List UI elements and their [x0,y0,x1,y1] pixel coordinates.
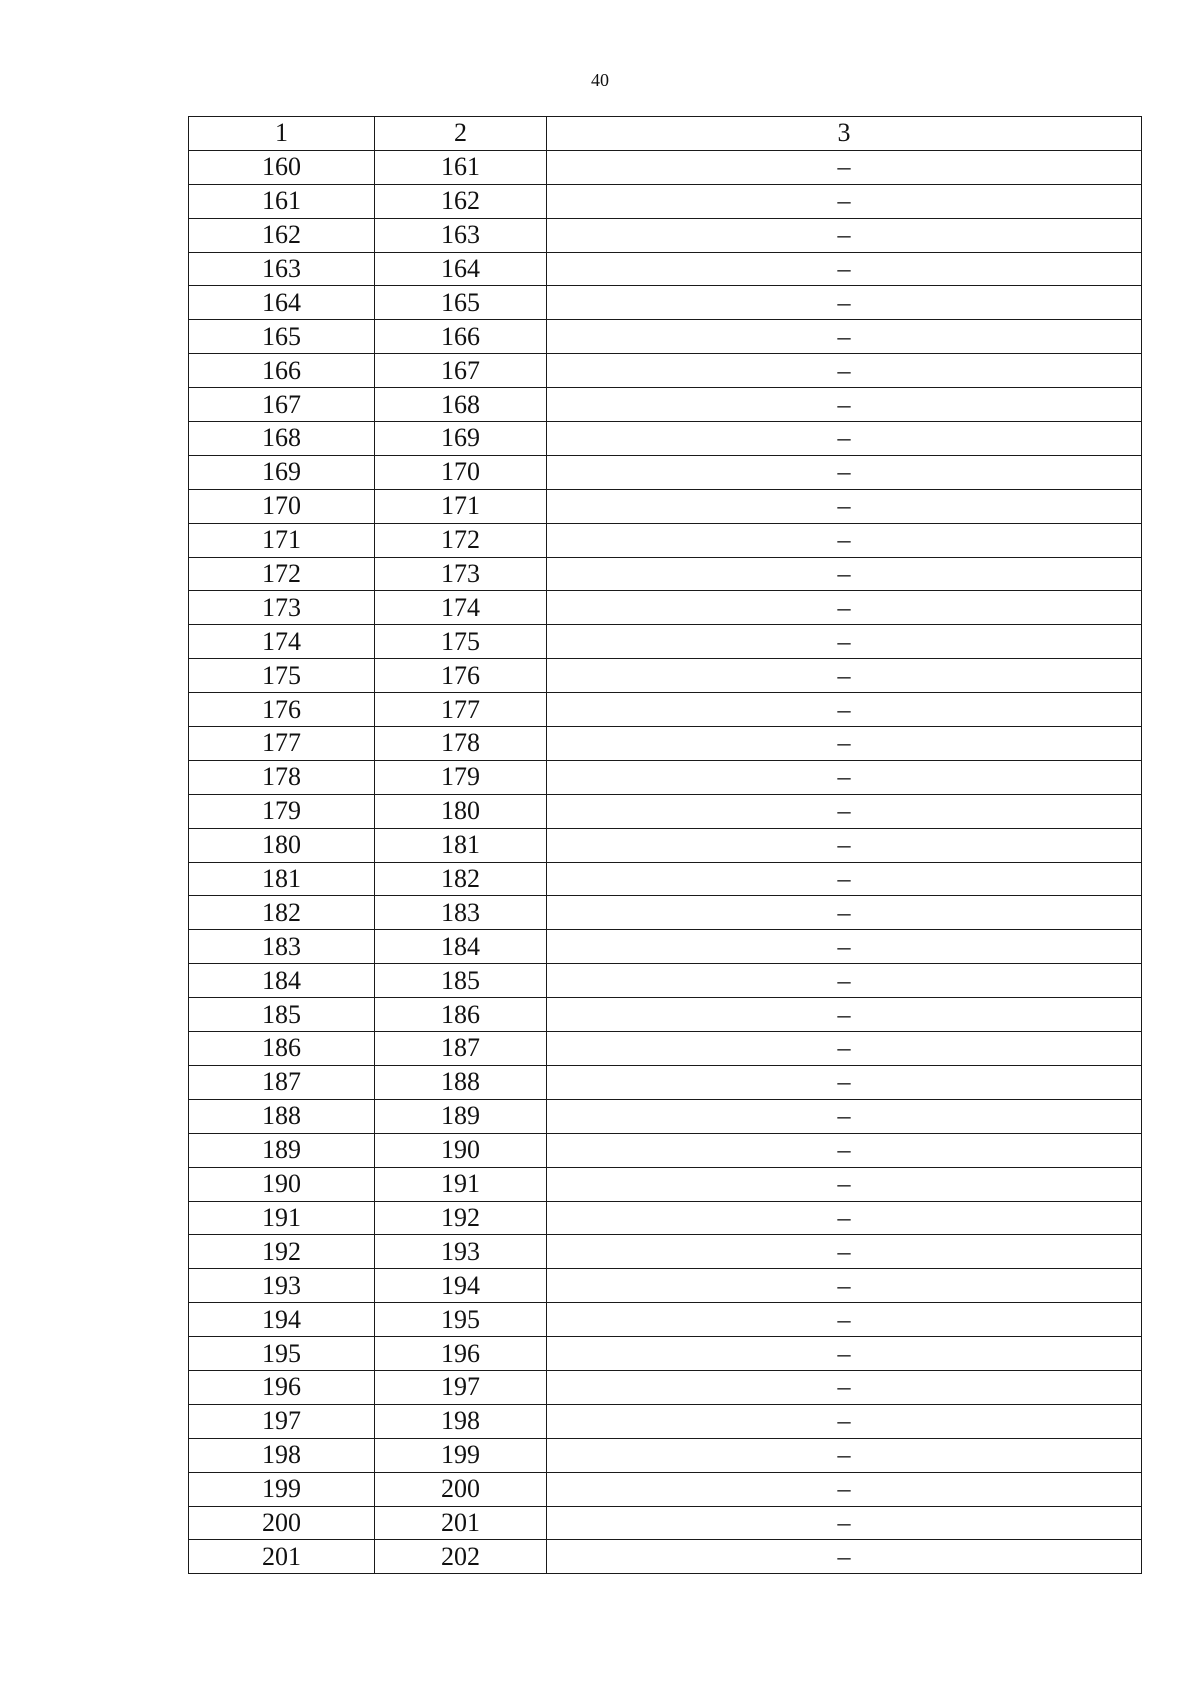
cell-col1: 178 [189,760,375,794]
cell-col2: 164 [375,252,547,286]
cell-col3: – [547,1303,1142,1337]
cell-col3: – [547,998,1142,1032]
cell-col2: 182 [375,862,547,896]
column-header-3: 3 [547,117,1142,151]
cell-col1: 176 [189,693,375,727]
table-row [189,1235,1142,1269]
cell-col1: 182 [189,896,375,930]
cell-col3: – [547,388,1142,422]
cell-col1: 163 [189,252,375,286]
table-row [189,523,1142,557]
cell-col1: 196 [189,1370,375,1404]
table-header [189,117,1142,151]
cell-col2: 162 [375,184,547,218]
cell-col3: – [547,1032,1142,1066]
table-row [189,693,1142,727]
cell-col1: 201 [189,1540,375,1574]
cell-col1: 170 [189,489,375,523]
table-row [189,1370,1142,1404]
cell-col1: 181 [189,862,375,896]
cell-col1: 172 [189,557,375,591]
table-row [189,760,1142,794]
cell-col2: 163 [375,218,547,252]
cell-col3: – [547,1472,1142,1506]
cell-col3: – [547,930,1142,964]
table-row [189,964,1142,998]
table-row [189,930,1142,964]
cell-col3: – [547,1540,1142,1574]
cell-col2: 188 [375,1065,547,1099]
cell-col2: 170 [375,455,547,489]
cell-col2: 190 [375,1133,547,1167]
cell-col3: – [547,1133,1142,1167]
cell-col3: – [547,1167,1142,1201]
cell-col1: 168 [189,422,375,456]
cell-col3: – [547,455,1142,489]
table-row [189,1201,1142,1235]
cell-col2: 172 [375,523,547,557]
table-row [189,1506,1142,1540]
cell-col3: – [547,1099,1142,1133]
cell-col2: 168 [375,388,547,422]
cell-col2: 192 [375,1201,547,1235]
cell-col1: 177 [189,727,375,761]
cell-col2: 189 [375,1099,547,1133]
cell-col3: – [547,794,1142,828]
cell-col1: 173 [189,591,375,625]
cell-col2: 161 [375,150,547,184]
table-row [189,557,1142,591]
cell-col2: 171 [375,489,547,523]
cell-col2: 194 [375,1269,547,1303]
data-table-container [188,116,1142,1574]
table-row [189,625,1142,659]
cell-col1: 165 [189,320,375,354]
cell-col1: 188 [189,1099,375,1133]
table-row [189,455,1142,489]
cell-col3: – [547,964,1142,998]
cell-col3: – [547,489,1142,523]
cell-col3: – [547,1065,1142,1099]
cell-col2: 202 [375,1540,547,1574]
cell-col1: 160 [189,150,375,184]
cell-col2: 191 [375,1167,547,1201]
table-row [189,489,1142,523]
cell-col1: 187 [189,1065,375,1099]
cell-col2: 193 [375,1235,547,1269]
header-row [189,117,1142,151]
cell-col1: 161 [189,184,375,218]
column-header-1: 1 [189,117,375,151]
cell-col1: 191 [189,1201,375,1235]
cell-col1: 194 [189,1303,375,1337]
cell-col3: – [547,896,1142,930]
cell-col1: 186 [189,1032,375,1066]
table-row [189,1099,1142,1133]
cell-col2: 169 [375,422,547,456]
cell-col3: – [547,760,1142,794]
cell-col3: – [547,1337,1142,1371]
cell-col1: 198 [189,1438,375,1472]
cell-col1: 193 [189,1269,375,1303]
cell-col1: 180 [189,828,375,862]
cell-col3: – [547,828,1142,862]
cell-col1: 171 [189,523,375,557]
table-row [189,998,1142,1032]
cell-col2: 185 [375,964,547,998]
cell-col3: – [547,625,1142,659]
cell-col3: – [547,184,1142,218]
cell-col1: 179 [189,794,375,828]
table-row [189,1404,1142,1438]
table-row [189,659,1142,693]
cell-col1: 183 [189,930,375,964]
cell-col1: 167 [189,388,375,422]
cell-col3: – [547,1438,1142,1472]
table-row [189,1065,1142,1099]
cell-col2: 165 [375,286,547,320]
cell-col3: – [547,218,1142,252]
cell-col2: 197 [375,1370,547,1404]
table-row [189,1032,1142,1066]
cell-col3: – [547,1269,1142,1303]
cell-col3: – [547,591,1142,625]
table-row [189,184,1142,218]
cell-col3: – [547,727,1142,761]
cell-col3: – [547,1370,1142,1404]
table-row [189,1472,1142,1506]
page-number: 40 [591,70,609,90]
cell-col1: 164 [189,286,375,320]
table-row [189,862,1142,896]
cell-col1: 189 [189,1133,375,1167]
cell-col1: 199 [189,1472,375,1506]
cell-col3: – [547,150,1142,184]
cell-col3: – [547,523,1142,557]
cell-col2: 201 [375,1506,547,1540]
table-row [189,1269,1142,1303]
table-row [189,354,1142,388]
cell-col3: – [547,286,1142,320]
data-table [188,116,1142,1574]
cell-col1: 190 [189,1167,375,1201]
cell-col2: 200 [375,1472,547,1506]
cell-col1: 184 [189,964,375,998]
table-body [189,150,1142,1573]
column-header-2: 2 [375,117,547,151]
cell-col3: – [547,354,1142,388]
cell-col2: 199 [375,1438,547,1472]
table-row [189,388,1142,422]
table-row [189,320,1142,354]
cell-col1: 169 [189,455,375,489]
cell-col3: – [547,422,1142,456]
cell-col1: 195 [189,1337,375,1371]
cell-col3: – [547,1235,1142,1269]
cell-col2: 187 [375,1032,547,1066]
cell-col2: 173 [375,557,547,591]
cell-col1: 185 [189,998,375,1032]
cell-col3: – [547,1404,1142,1438]
table-row [189,727,1142,761]
table-row [189,1167,1142,1201]
table-row [189,218,1142,252]
cell-col2: 186 [375,998,547,1032]
cell-col2: 166 [375,320,547,354]
cell-col2: 174 [375,591,547,625]
cell-col2: 196 [375,1337,547,1371]
cell-col3: – [547,1506,1142,1540]
cell-col2: 181 [375,828,547,862]
table-row [189,591,1142,625]
cell-col3: – [547,1201,1142,1235]
cell-col2: 176 [375,659,547,693]
cell-col3: – [547,252,1142,286]
table-row [189,1303,1142,1337]
table-row [189,286,1142,320]
table-row [189,828,1142,862]
table-row [189,150,1142,184]
cell-col1: 200 [189,1506,375,1540]
table-row [189,794,1142,828]
cell-col1: 166 [189,354,375,388]
cell-col2: 183 [375,896,547,930]
cell-col2: 178 [375,727,547,761]
cell-col1: 175 [189,659,375,693]
table-row [189,252,1142,286]
cell-col2: 195 [375,1303,547,1337]
cell-col2: 177 [375,693,547,727]
table-row [189,1540,1142,1574]
cell-col2: 167 [375,354,547,388]
cell-col1: 197 [189,1404,375,1438]
table-row [189,896,1142,930]
cell-col3: – [547,693,1142,727]
cell-col2: 198 [375,1404,547,1438]
cell-col3: – [547,862,1142,896]
table-row [189,1133,1142,1167]
cell-col1: 174 [189,625,375,659]
cell-col3: – [547,320,1142,354]
cell-col2: 179 [375,760,547,794]
cell-col1: 162 [189,218,375,252]
cell-col3: – [547,557,1142,591]
cell-col2: 184 [375,930,547,964]
cell-col2: 175 [375,625,547,659]
table-row [189,1438,1142,1472]
cell-col2: 180 [375,794,547,828]
table-row [189,1337,1142,1371]
table-row [189,422,1142,456]
cell-col1: 192 [189,1235,375,1269]
cell-col3: – [547,659,1142,693]
